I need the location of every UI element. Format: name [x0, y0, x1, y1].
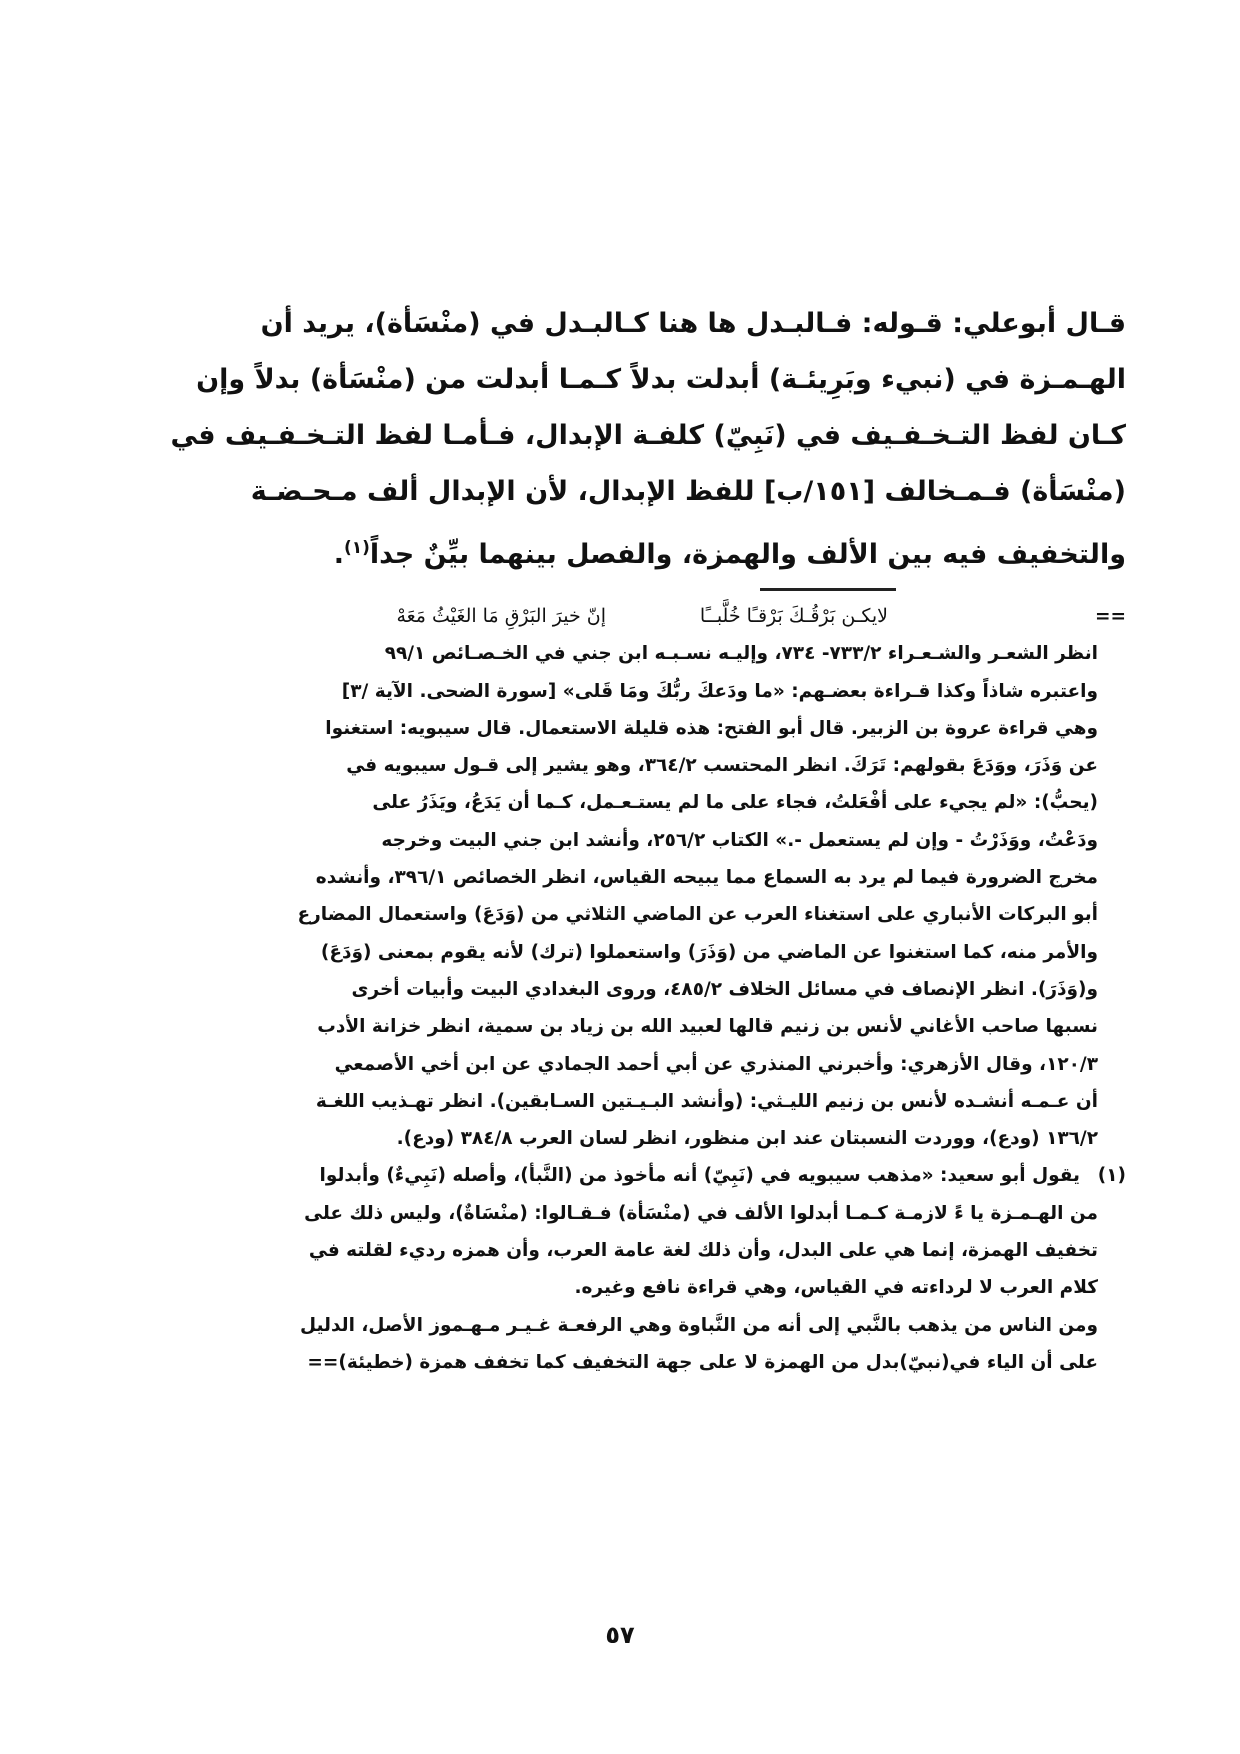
main-line-4: (منْسَأة) فـمـخالف [١٥١/ب] للفظ الإبدال، لأن الإبدال ألف مـحـضـة: [250, 476, 1126, 507]
verse-line: [258, 598, 1126, 635]
footnote-line: والأمر منه، كما استغنوا عن الماضي من (وَذَرَ) واستعملوا (ترك) لأنه يقوم بمعنى (وَدَعَ): [320, 941, 1098, 963]
footnote-ref-1: (١): [343, 538, 370, 558]
main-line-5: [292, 520, 1126, 583]
main-line-1: قـال أبوعلي: قـوله: فـالبـدل ها هنا كـالبـدل في (منْسَأة)، يريد أن: [260, 308, 1126, 339]
footnote-line: كلام العرب لا لرداءته في القياس، وهي قراءة نافع وغيره.: [574, 1277, 1098, 1299]
footnote-line: ١٣٦/٢ (ودع)، ووردت النسبتان عند ابن منظور، انظر لسان العرب ٣٨٤/٨ (ودع).: [396, 1128, 1098, 1150]
verse-hemistich-1: لايكـن بَرْقُـكَ بَرْقـًا خُلَّبــًا: [699, 605, 888, 627]
footnote-line: ودَعْتُ، ووَذَرْتُ - وإن لم يستعمل -.» الكتاب ٢٥٦/٢، وأنشد ابن جني البيت وخرجه: [381, 829, 1098, 851]
footnote-1-number: (١): [1097, 1165, 1126, 1187]
footnote-line: من الهـمـزة يا ءً لازمـة كـمـا أبدلوا الألف في (منْسَأة) فـقـالوا: (منْسَاةٌ)، وليس ذلك على: [304, 1202, 1098, 1224]
verse-hemistich-2: إنّ خيرَ البَرْقِ مَا الغَيْثُ مَعَهْ: [396, 605, 606, 627]
main-line-3: كـان لفظ التـخـفـيف في (نَبِيّ) كلفـة الإبدال، فـأمـا لفظ التـخـفـيف في: [170, 420, 1126, 451]
main-line-5-text: والتخفيف فيه بين الألف والهمزة، والفصل بينهما بيِّنٌ جداً: [369, 539, 1126, 570]
footnote-line: على أن الياء في(نبيّ)بدل من الهمزة لا على جهة التخفيف كما تخفف همزة (خطيئة)==: [307, 1351, 1098, 1373]
footnote-line: و(وَذَرَ). انظر الإنصاف في مسائل الخلاف ٤٨٥/٢، وروى البغدادي البيت وأبيات أخرى: [351, 978, 1098, 1000]
footnote-separator: [760, 588, 896, 591]
continuation-marker: ==: [1094, 606, 1126, 627]
main-line-5-end: .: [333, 539, 344, 570]
footnote-line: نسبها صاحب الأغاني لأنس بن زنيم قالها لعبيد الله بن زياد بن سمية، انظر خزانة الأدب: [317, 1016, 1098, 1038]
footnote-line: ١٢٠/٣، وقال الأزهري: وأخبرني المنذري عن أبي أحمد الجمادي عن ابن أخي الأصمعي: [334, 1053, 1098, 1075]
footnote-1-first-line: [258, 1157, 1126, 1194]
footnote-line: مخرج الضرورة فيما لم يرد به السماع مما يبيحه القياس، انظر الخصائص ٣٩٦/١، وأنشده: [315, 867, 1098, 889]
footnote-line: تخفيف الهمزة، إنما هي على البدل، وأن ذلك لغة عامة العرب، وأن همزه رديء لقلته في: [308, 1240, 1098, 1262]
footnote-line: أن عـمـه أنشـده لأنس بن زنيم الليـثي: (وأنشد البـيـتين السـابقين). انظر تهـذيب اللغـة: [315, 1090, 1098, 1112]
main-line-2: الهـمـزة في (نبيء وبَرِيئـة) أبدلت بدلاً كـمـا أبدلت من (منْسَأة) بدلاً وإن: [196, 364, 1126, 395]
footnote-line: واعتبره شاذاً وكذا قـراءة بعضـهم: «ما ودَعكَ ربُّكَ ومَا قَلى» [سورة الضحى. الآية /٣]: [341, 680, 1098, 702]
footnote-line: أبو البركات الأنباري على استغناء العرب عن الماضي الثلاثي من (وَدَعَ) واستعمال المضارع: [297, 904, 1098, 926]
footnote-line: انظر الشعـر والشـعـراء ٧٣٣/٢- ٧٣٤، وإليـه نسـبـه ابن جني في الخـصـائص ٩٩/١: [384, 643, 1098, 665]
page-number: ٥٧: [605, 1621, 635, 1649]
footnote-line: وهي قراءة عروة بن الزبير. قال أبو الفتح: هذه قليلة الاستعمال. قال سيبويه: استغنوا: [325, 717, 1098, 739]
footnote-line: (يحبُّ): «لم يجيء على أفْعَلتُ، فجاء على ما لم يستـعـمل، كـما أن يَدَعُ، ويَذَرُ على: [372, 792, 1098, 814]
footnote-1-text: يقول أبو سعيد: «مذهب سيبويه في (نَبِيّ) أنه مأخوذ من (النَّبأ)، وأصله (نَبِيءٌ) وأبدلوا: [319, 1165, 1080, 1187]
main-paragraph: [170, 296, 1126, 583]
footnote-line: ومن الناس من يذهب بالنَّبي إلى أنه من النَّباوة وهي الرفعـة غـيـر مـهـموز الأصل، الدليل: [299, 1314, 1098, 1336]
footnote-line: عن وَذَرَ، ووَدَعَ بقولهم: تَرَكَ. انظر المحتسب ٣٦٤/٢، وهو يشير إلى قـول سيبويه في: [346, 755, 1098, 777]
footnotes-block: [258, 598, 1126, 1381]
